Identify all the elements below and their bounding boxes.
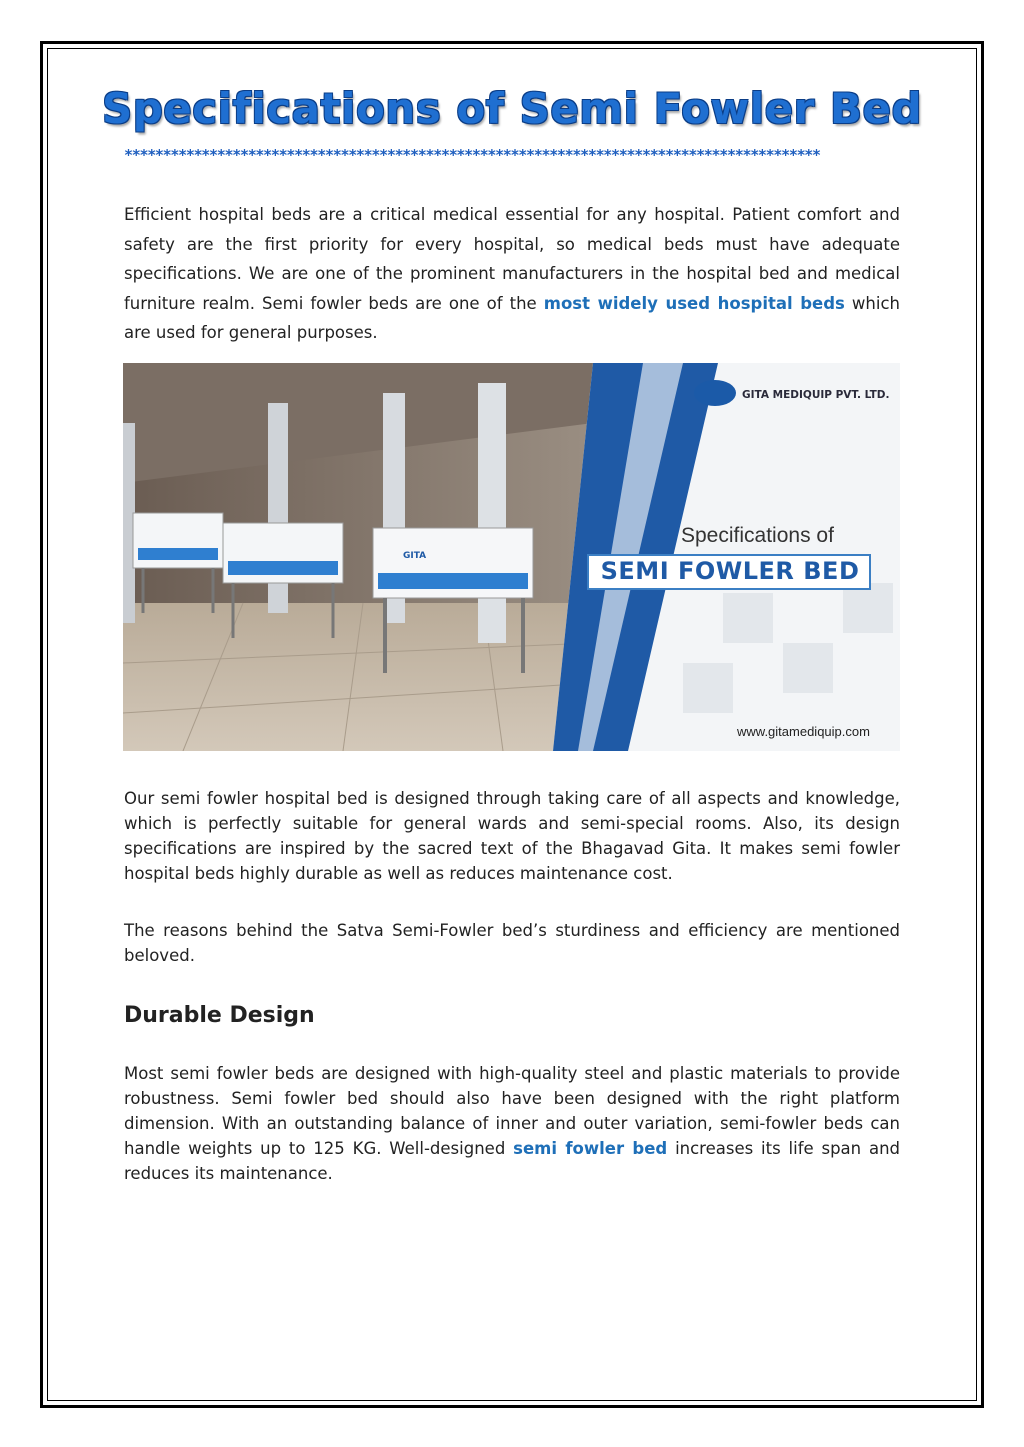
hospital-beds-link[interactable]: most widely used hospital beds [543,293,845,313]
semi-fowler-bed-link[interactable]: semi fowler bed [513,1139,668,1158]
durable-design-paragraph [124,1061,900,1186]
bed-brand-label: GITA [403,551,427,561]
intro-text-end: which are used for general purposes. [124,293,900,342]
reasons-paragraph: The reasons behind the Satva Semi-Fowler bed’s sturdiness and efficiency are mentioned beloved. [124,921,900,965]
title-underline-stars: ****************************************************************************************** [124,146,820,164]
design-paragraph: Our semi fowler hospital bed is designed through taking care of all aspects and knowledge, which is perfectly suitable for general wards and semi-special rooms. Also, its design specifications are inspired by the sacred text of the Bhagavad Gita. It makes semi fowler hospital beds highly durable as well as reduces maintenance cost. [124,789,900,883]
section-heading: Durable Design [124,1003,315,1028]
banner-website: www.gitamediquip.com [737,724,870,739]
intro-paragraph [124,200,900,348]
durable-text-end: increases its life span and reduces its maintenance. [124,1139,901,1183]
banner-subtitle: Specifications of [681,524,834,547]
banner-headline: SEMI FOWLER BED [600,557,860,585]
gita-logo-icon [694,380,736,406]
durable-text-start: Most semi fowler beds are designed with high-quality steel and plastic materials to provide robustness. Semi fowler bed should also have been designed with the right platform dimension. With an outstanding balance of inner and outer variation, semi-fowler beds can handle weights up to 125 KG. Well-designed [124,1064,900,1158]
page-title: Specifications of Semi Fowler Bed [101,84,923,133]
brand-name: GITA MEDIQUIP PVT. LTD. [742,389,890,401]
intro-text-start: Efficient hospital beds are a critical medical essential for any hospital. Patient comfort and safety are the first priority for every hospital, so medical beds must have adequate specifications. We are one of the prominent manufacturers in the hospital bed and medical furniture realm. Semi fowler beds are one of the [124,205,900,313]
